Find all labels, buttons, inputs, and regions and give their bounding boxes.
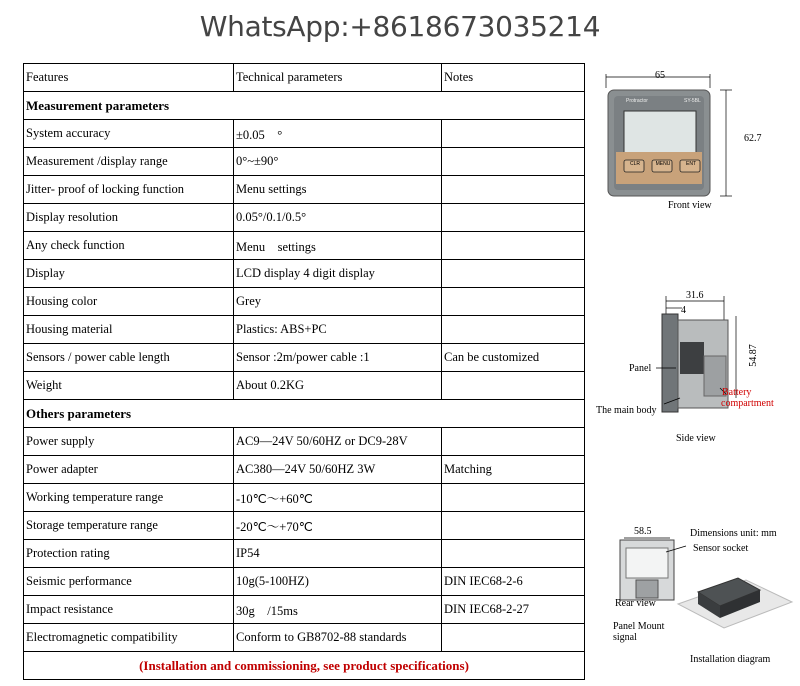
front-width-dimension: 65 — [655, 70, 665, 81]
panel-mount-label-line1: Panel Mount — [613, 621, 665, 632]
table-row — [24, 456, 585, 484]
front-height-dimension: 62.7 — [744, 133, 762, 144]
notes-cell — [442, 232, 585, 260]
whatsapp-contact-header: WhatsApp:+8618673035214 — [199, 10, 601, 43]
side-top-dimension: 31.6 — [686, 290, 704, 301]
side-small-dimension: 4 — [681, 305, 686, 316]
table-row — [24, 148, 585, 176]
feature-cell: Display resolution — [24, 204, 234, 232]
notes-cell — [442, 540, 585, 568]
parameter-cell: Menu settings — [234, 232, 442, 260]
device-model-text: SY-5BL — [684, 98, 701, 104]
parameter-cell: LCD display 4 digit display — [234, 260, 442, 288]
installation-diagram-caption: Installation diagram — [690, 654, 771, 665]
feature-cell: Working temperature range — [24, 484, 234, 512]
header-row — [24, 64, 585, 92]
feature-cell: Protection rating — [24, 540, 234, 568]
feature-cell: Power adapter — [24, 456, 234, 484]
feature-cell: Display — [24, 260, 234, 288]
notes-cell: Can be customized — [442, 344, 585, 372]
front-view-diagram — [596, 66, 796, 216]
parameter-cell: AC380—24V 50/60HZ 3W — [234, 456, 442, 484]
battery-label-line2: compartment — [721, 398, 774, 409]
parameter-cell: Menu settings — [234, 176, 442, 204]
feature-cell: Electromagnetic compatibility — [24, 624, 234, 652]
parameter-cell: Conform to GB8702-88 standards — [234, 624, 442, 652]
body-connector — [680, 342, 704, 374]
section-header-row — [24, 92, 585, 120]
front-view-caption: Front view — [668, 200, 712, 211]
section-title: Measurement parameters — [24, 92, 585, 120]
notes-cell — [442, 428, 585, 456]
table-row — [24, 176, 585, 204]
table-row — [24, 120, 585, 148]
rear-width-dimension: 58.5 — [634, 526, 652, 537]
notes-cell — [442, 484, 585, 512]
side-view-caption: Side view — [676, 433, 716, 444]
feature-cell: Weight — [24, 372, 234, 400]
parameter-cell: Grey — [234, 288, 442, 316]
notes-cell — [442, 176, 585, 204]
table-row — [24, 260, 585, 288]
notes-cell: Matching — [442, 456, 585, 484]
column-header: Features — [24, 64, 234, 92]
footer-row — [24, 652, 585, 680]
feature-cell: Impact resistance — [24, 596, 234, 624]
table-row — [24, 372, 585, 400]
notes-cell: DIN IEC68-2-6 — [442, 568, 585, 596]
main-body-label: The main body — [596, 405, 657, 416]
notes-cell — [442, 148, 585, 176]
feature-cell: Measurement /display range — [24, 148, 234, 176]
table-row — [24, 568, 585, 596]
table-row — [24, 232, 585, 260]
parameter-cell: -20℃～+70℃ — [234, 512, 442, 540]
dimensions-unit-label: Dimensions unit: mm — [690, 528, 777, 539]
parameter-cell: AC9—24V 50/60HZ or DC9-28V — [234, 428, 442, 456]
feature-cell: Sensors / power cable length — [24, 344, 234, 372]
spec-table — [23, 63, 585, 680]
panel-label: Panel — [629, 363, 652, 374]
section-header-row — [24, 400, 585, 428]
side-height-dimension: 54.87 — [747, 344, 759, 367]
sensor-socket — [636, 580, 658, 598]
table-row — [24, 344, 585, 372]
feature-cell: System accuracy — [24, 120, 234, 148]
installation-note: (Installation and commissioning, see product specifications) — [24, 652, 585, 680]
notes-cell — [442, 512, 585, 540]
table-row — [24, 596, 585, 624]
clr-button-label: CLR — [629, 161, 640, 167]
table-row — [24, 288, 585, 316]
parameter-cell: IP54 — [234, 540, 442, 568]
parameter-cell: 30g /15ms — [234, 596, 442, 624]
parameter-cell: 0°~±90° — [234, 148, 442, 176]
section-title: Others parameters — [24, 400, 585, 428]
rear-label-area — [626, 548, 668, 578]
notes-cell: DIN IEC68-2-27 — [442, 596, 585, 624]
parameter-cell: Sensor :2m/power cable :1 — [234, 344, 442, 372]
column-header: Technical parameters — [234, 64, 442, 92]
parameter-cell: Plastics: ABS+PC — [234, 316, 442, 344]
panel-mount-label-line2: signal — [613, 632, 637, 643]
panel-face — [662, 314, 678, 412]
feature-cell: Housing color — [24, 288, 234, 316]
table-row — [24, 484, 585, 512]
parameter-cell: 10g(5-100HZ) — [234, 568, 442, 596]
feature-cell: Power supply — [24, 428, 234, 456]
table-row — [24, 204, 585, 232]
notes-cell — [442, 204, 585, 232]
device-brand-text: Protractor — [626, 98, 648, 104]
menu-button-label: MENU — [655, 161, 671, 167]
table-row — [24, 624, 585, 652]
notes-cell — [442, 260, 585, 288]
table-row — [24, 316, 585, 344]
parameter-cell: ±0.05 ° — [234, 120, 442, 148]
rear-view-caption: Rear view — [615, 598, 656, 609]
ent-button-label: ENT — [686, 161, 696, 167]
feature-cell: Storage temperature range — [24, 512, 234, 540]
table-row — [24, 428, 585, 456]
feature-cell: Jitter- proof of locking function — [24, 176, 234, 204]
notes-cell — [442, 624, 585, 652]
notes-cell — [442, 316, 585, 344]
table-row — [24, 512, 585, 540]
battery-label-line1: Battery — [722, 387, 752, 398]
parameter-cell: -10℃～+60℃ — [234, 484, 442, 512]
table-row — [24, 540, 585, 568]
sensor-socket-label: Sensor socket — [693, 543, 749, 554]
feature-cell: Seismic performance — [24, 568, 234, 596]
parameter-cell: About 0.2KG — [234, 372, 442, 400]
feature-cell: Any check function — [24, 232, 234, 260]
lcd-screen — [624, 111, 696, 153]
feature-cell: Housing material — [24, 316, 234, 344]
parameter-cell: 0.05°/0.1/0.5° — [234, 204, 442, 232]
notes-cell — [442, 288, 585, 316]
notes-cell — [442, 372, 585, 400]
notes-cell — [442, 120, 585, 148]
column-header: Notes — [442, 64, 585, 92]
